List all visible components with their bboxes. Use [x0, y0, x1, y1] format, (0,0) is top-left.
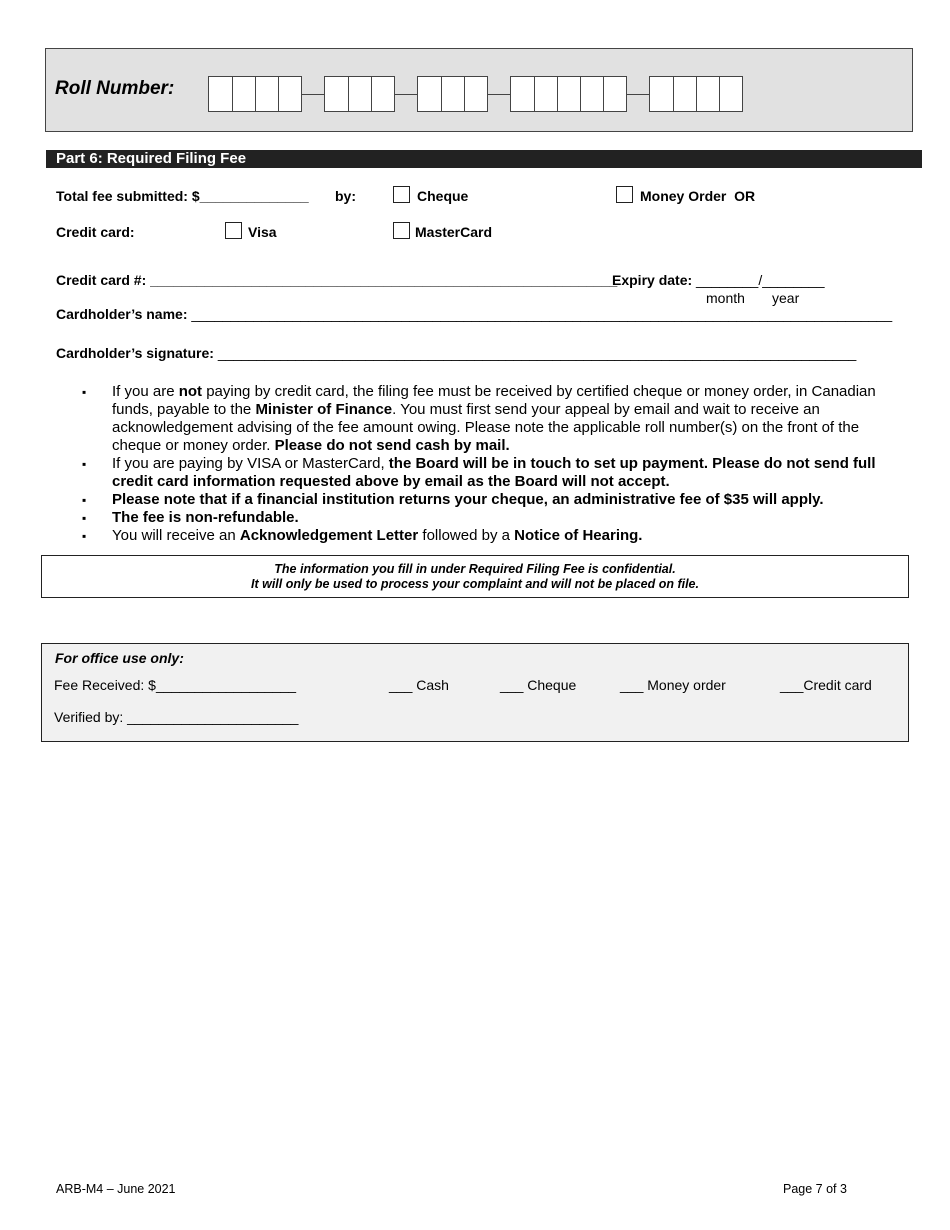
roll-number-group — [510, 76, 627, 112]
roll-digit-box[interactable] — [557, 77, 580, 111]
office-cash-option[interactable]: ___ Cash — [389, 677, 449, 693]
confidential-line-1: The information you fill in under Required Filing Fee is confidential. — [274, 562, 676, 576]
page-number: Page 7 of 3 — [783, 1182, 847, 1196]
roll-number-fields[interactable] — [208, 77, 743, 111]
roll-digit-box[interactable] — [603, 77, 626, 111]
form-id: ARB-M4 – June 2021 — [56, 1182, 176, 1196]
list-item: ▪ The fee is non-refundable. — [82, 509, 902, 527]
signature-line: Cardholder’s signature: __________________________________________________________________________________ — [56, 345, 857, 361]
roll-number-group — [417, 76, 488, 112]
confidential-line-2: It will only be used to process your complaint and will not be placed on file. — [251, 577, 699, 591]
money-order-label: Money Order OR — [640, 188, 756, 204]
roll-separator — [627, 94, 649, 95]
expiry-field[interactable]: ________/________ — [696, 272, 825, 288]
list-item: ▪ If you are not paying by credit card, the filing fee must be received by certified cheque or money order, in Canadian funds, payable to the Minister of Finance. You must first send your appeal by email and wait to receive an acknowledgement advising of the fee amount owing. Please note the applicable roll number(s) on the front of the cheque or money order. Please do not send cash by mail. — [82, 383, 902, 455]
money-order-checkbox[interactable] — [616, 186, 633, 203]
roll-separator — [488, 94, 510, 95]
card-number-line: Credit card #: ____________________________________________________________ — [56, 272, 618, 288]
office-use-title: For office use only: — [55, 650, 184, 666]
roll-digit-box[interactable] — [371, 77, 394, 111]
cardholder-name-field[interactable]: __________________________________________________________________________________________ — [191, 306, 893, 322]
office-credit-card-option[interactable]: ___Credit card — [780, 677, 872, 693]
roll-number-group — [649, 76, 743, 112]
roll-digit-box[interactable] — [255, 77, 278, 111]
cardholder-name-line: Cardholder’s name: __________________________________________________________________________________________ — [56, 306, 893, 322]
roll-digit-box[interactable] — [511, 77, 534, 111]
cheque-label: Cheque — [417, 188, 469, 204]
roll-digit-box[interactable] — [673, 77, 696, 111]
roll-digit-box[interactable] — [580, 77, 603, 111]
by-label: by: — [335, 188, 356, 204]
card-number-field[interactable]: ____________________________________________________________ — [150, 272, 618, 288]
fee-received-field[interactable]: Fee Received: $__________________ — [54, 677, 297, 693]
instructions-list — [82, 383, 902, 545]
credit-card-label: Credit card: — [56, 224, 135, 240]
year-label: year — [772, 290, 800, 306]
list-item: ▪ You will receive an Acknowledgement Letter followed by a Notice of Hearing. — [82, 527, 902, 545]
list-item: ▪ If you are paying by VISA or MasterCard, the Board will be in touch to set up payment. Please do not send full credit card information requested above by email as the Board will not accept. — [82, 455, 902, 491]
roll-digit-box[interactable] — [534, 77, 557, 111]
total-fee-label: Total fee submitted: $______________ — [56, 188, 309, 204]
roll-digit-box[interactable] — [650, 77, 673, 111]
roll-number-label: Roll Number: — [55, 78, 175, 99]
roll-digit-box[interactable] — [278, 77, 301, 111]
visa-checkbox[interactable] — [225, 222, 242, 239]
expiry-line: Expiry date: ________/________ — [612, 272, 825, 288]
month-label: month — [706, 290, 745, 306]
roll-number-group — [324, 76, 395, 112]
roll-digit-box[interactable] — [464, 77, 487, 111]
roll-digit-box[interactable] — [418, 77, 441, 111]
roll-digit-box[interactable] — [719, 77, 742, 111]
mastercard-label: MasterCard — [415, 224, 493, 240]
roll-separator — [302, 94, 324, 95]
mastercard-checkbox[interactable] — [393, 222, 410, 239]
roll-digit-box[interactable] — [325, 77, 348, 111]
verified-by-field[interactable]: Verified by: ______________________ — [54, 709, 299, 725]
roll-digit-box[interactable] — [348, 77, 371, 111]
roll-digit-box[interactable] — [696, 77, 719, 111]
roll-number-group — [208, 76, 302, 112]
roll-separator — [395, 94, 417, 95]
or-label: OR — [734, 188, 756, 204]
section-title: Part 6: Required Filing Fee — [56, 150, 247, 167]
roll-digit-box[interactable] — [441, 77, 464, 111]
office-cheque-option[interactable]: ___ Cheque — [500, 677, 577, 693]
list-item: ▪ Please note that if a financial institution returns your cheque, an administrative fee of $35 will apply. — [82, 491, 902, 509]
cheque-checkbox[interactable] — [393, 186, 410, 203]
roll-digit-box[interactable] — [209, 77, 232, 111]
roll-digit-box[interactable] — [232, 77, 255, 111]
visa-label: Visa — [248, 224, 277, 240]
confidential-notice — [41, 562, 909, 592]
total-fee-field[interactable]: ______________ — [199, 188, 309, 204]
office-money-order-option[interactable]: ___ Money order — [620, 677, 726, 693]
signature-field[interactable]: __________________________________________________________________________________ — [217, 345, 857, 361]
